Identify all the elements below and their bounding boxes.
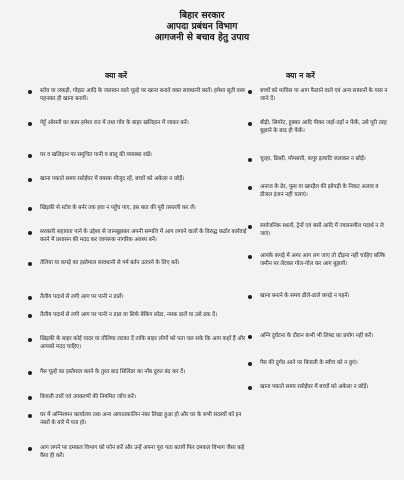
document-header	[0, 10, 404, 43]
bullet-icon	[248, 122, 252, 126]
dont-item-text: खाना पकाते समय रसोईघर में बच्चों को अकेला न छोड़ें।	[260, 384, 369, 390]
bullet-icon	[28, 90, 32, 94]
do-item	[26, 445, 248, 460]
do-item	[26, 88, 248, 103]
header-government: बिहार सरकार	[179, 10, 225, 21]
do-item	[26, 229, 248, 244]
do-item-text: गैस चूल्हे का इस्तेमाल करने के तुरत बाद सिलिंडर का नॉब दुरुत बंद कर दें।	[40, 369, 186, 375]
dont-column-heading: क्या न करें	[286, 71, 315, 80]
do-item	[26, 394, 248, 402]
dont-item-text: अनाज के ढेर, फूस या खपड़ैल की झोपड़ी के निकट अलाव व डीजल इंजन नहीं चलाएं।	[260, 184, 379, 198]
dont-item	[246, 120, 390, 135]
do-item-text: तेलिया या कपड़े का इस्तेमाल सावधानी से गर्म बर्तन उतारने के लिए करें।	[40, 260, 180, 266]
do-item-text: गेहूँ ओसनी का काम हमेशा रात में तथा गाँव के बाहर खलिहान में जाकर करें।	[40, 120, 189, 126]
bullet-icon	[28, 414, 32, 418]
bullet-icon	[248, 255, 252, 259]
dont-item	[246, 293, 390, 301]
dont-item	[246, 384, 390, 392]
do-item-text: खिड़की से स्टोव के बर्नर तक हवा न पहुँच पाए, इस बात की पूरी तसल्ली कर लें।	[40, 205, 196, 211]
bullet-icon	[28, 371, 32, 375]
do-item-text: सरकारी सहायता पाने के उद्देश्य से जानबूझकर अपनी सम्पत्ति में आग लगाने वालों के विरुद्ध कठोर कार्रवाई करने में प्रशासन की मदद कर जागरूक नागरिक अवश्य बनें।	[40, 229, 247, 243]
dont-item-text: अग्नि दुर्घटना के दौरान कभी भी लिफ्ट का प्रयोग नहीं करें।	[260, 333, 374, 339]
dont-item	[246, 253, 390, 268]
do-item	[26, 176, 248, 184]
bullet-icon	[28, 314, 32, 318]
do-item	[26, 120, 248, 128]
do-item	[26, 412, 248, 427]
dont-item	[246, 333, 390, 341]
bullet-icon	[248, 186, 252, 190]
do-item	[26, 369, 248, 377]
bullet-icon	[28, 231, 32, 235]
dont-item-text: चूल्हा, ढिबरी, मोमबत्ती, कपूर इत्यादि जलाकर न छोड़ें।	[260, 156, 366, 162]
do-column-heading: क्या करें	[105, 71, 128, 80]
bullet-icon	[248, 386, 252, 390]
dont-item	[246, 156, 390, 164]
do-item	[26, 260, 248, 268]
bullet-icon	[248, 225, 252, 229]
dont-item-text: बच्चों को माचिस या आग फैलाने वाले एवं अन्य सामानों के पास न जाने दें।	[260, 88, 388, 102]
bullet-icon	[248, 335, 252, 339]
dont-item-text: गैस की दुर्गंध आने पर बिजली के स्वीच को न छुएं।	[260, 360, 358, 366]
do-item-text: तैलीय पदार्थ से लगी आग पर पानी न डालें।	[40, 294, 124, 300]
do-item	[26, 294, 248, 302]
bullet-icon	[28, 207, 32, 211]
bullet-icon	[28, 154, 32, 158]
do-item-text: खिड़की के बाहर कोई चादर या तौलिया लटका दें ताकि बाहर लोगों को पता चल सके कि आप कहाँ हैं और आपको मदद चाहिए।	[40, 336, 246, 350]
dont-item-text: आपके कपड़े में अगर आग लग जाए तो दौड़ना नहीं चाहिए बल्कि जमीन पर लेटकर गोल-गोल कर आग बुझायें।	[260, 253, 386, 267]
do-item-text: खाना पकाते समय रसोईघर में वयस्क मौजूद रहें, बच्चों को अकेला न छोड़ें।	[40, 176, 185, 182]
bullet-icon	[248, 295, 252, 299]
do-item-text: बिजली तारों एवं उपकरणों की नियमित जाँच करें।	[40, 394, 136, 400]
header-title: आगजनी से बचाव हेतु उपाय	[154, 32, 250, 43]
dont-item-text: सार्वजनिक स्थलों, ट्रेनों एवं बसों आदि में ज्वलनशील पदार्थ न ले जाएं।	[260, 223, 384, 237]
bullet-icon	[28, 338, 32, 342]
bullet-icon	[28, 396, 32, 400]
bullet-icon	[28, 447, 32, 451]
do-item	[26, 336, 248, 351]
dont-item	[246, 223, 390, 238]
dont-item	[246, 184, 390, 199]
bullet-icon	[28, 296, 32, 300]
dont-item	[246, 360, 390, 368]
dont-item	[246, 88, 390, 103]
do-item-text: घर में अग्निशमन कार्यालय तथा अन्य आपातकालिन नंबर लिखा हुआ हो और घर के सभी सदस्यों को इन नंबरों के बारे में पता हो।	[40, 412, 242, 426]
bullet-icon	[248, 158, 252, 162]
dont-item-text: बीड़ी, सिगरेट, हुक्का आदि पीकर जहाँ-तहाँ न फेंकें, उसे पूरी तरह बुझाने के बाद ही फेंकें।	[260, 120, 387, 134]
dont-item-text: खाना बनाने के समय ढीले-ढाले कपड़े न पहनें।	[260, 293, 350, 299]
do-item	[26, 152, 248, 160]
bullet-icon	[28, 178, 32, 182]
bullet-icon	[248, 362, 252, 366]
do-item	[26, 312, 248, 320]
do-item-text: आग लगने पर दमकल विभाग को फोन करें और उन्हें अपना पूरा पता बतायें फिर दमकल विभाग जैसा कहे वैसा ही करें।	[40, 445, 245, 459]
do-item-text: घर व खलिहान पर समुचित पानी व बालू की व्यवस्था रखें।	[40, 152, 152, 158]
bullet-icon	[28, 122, 32, 126]
do-item-text: स्टोव या लकड़ी, गोइठा आदि के जलावन वाले चूल्हे पर खाना बनाते वक्त सावधानी बरतें। हमेशा सूती वस्त्र पहनकर ही खाना बनायें।	[40, 88, 245, 102]
bullet-icon	[28, 262, 32, 266]
do-item-text: तैलीय पदार्थ से लगी आग पर पानी न डाल या सिर्फ बेकिंग सोडा, नमक डालें या उसे ढक दें।	[40, 312, 218, 318]
do-item	[26, 205, 248, 213]
header-department: आपदा प्रबंधन विभाग	[166, 21, 238, 32]
bullet-icon	[248, 90, 252, 94]
